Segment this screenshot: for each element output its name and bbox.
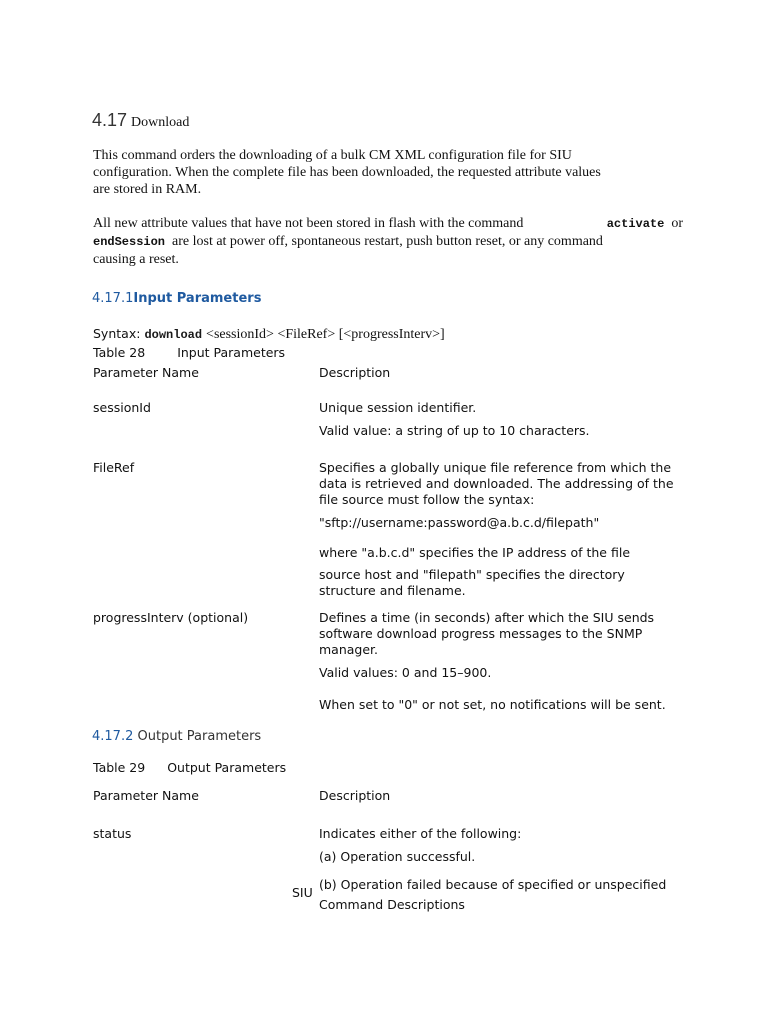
param-name-fileref: FileRef [93, 460, 135, 475]
intro-text: or [671, 216, 683, 231]
desc-line: Specifies a globally unique file reference from which the [319, 460, 672, 475]
syntax-command: download [144, 328, 203, 342]
param-desc-progressinterv [319, 610, 666, 713]
param-name-sessionid: sessionId [93, 400, 151, 415]
desc-line: Unique session identifier. [319, 400, 477, 415]
intro-paragraph-2 [93, 215, 683, 268]
syntax-line [93, 325, 445, 343]
param-desc-status [319, 826, 666, 893]
intro-line: are stored in RAM. [93, 182, 202, 197]
desc-line: Defines a time (in seconds) after which the SIU sends [319, 610, 655, 625]
subsection-number: 4.17.2 [92, 729, 134, 744]
intro-line: This command orders the downloading of a bulk CM XML configuration file for SIU [93, 148, 572, 163]
desc-line: Valid values: 0 and 15–900. [319, 665, 492, 680]
output-parameters-heading [92, 729, 261, 744]
subsection-number: 4.17.1 [92, 291, 134, 306]
intro-paragraph-1 [93, 147, 601, 198]
footer-left: SIU [292, 885, 313, 900]
table-28-col-desc: Description [319, 365, 391, 380]
subsection-title: Input Parameters [133, 291, 262, 306]
command-endsession: endSession [93, 235, 166, 249]
intro-line: configuration. When the complete file has been downloaded, the requested attribute values [93, 165, 601, 180]
syntax-label: Syntax: [93, 326, 141, 341]
param-desc-sessionid [319, 400, 590, 439]
desc-line: Indicates either of the following: [319, 826, 522, 841]
input-parameters-heading [92, 291, 261, 306]
command-activate: activate [606, 217, 665, 231]
table-28-col-name: Parameter Name [93, 365, 199, 380]
intro-text: All new attribute values that have not been stored in flash with the command [93, 216, 524, 231]
table-29-caption [93, 760, 286, 776]
syntax-arguments: <sessionId> <FileRef> [<progressInterv>] [206, 327, 445, 342]
table-28-caption [93, 345, 285, 361]
footer-right: Command Descriptions [319, 897, 465, 912]
intro-line [93, 233, 683, 251]
desc-line: file source must follow the syntax: [319, 492, 535, 507]
table-title: Input Parameters [177, 345, 286, 360]
param-name-status: status [93, 826, 132, 841]
desc-line: (a) Operation successful. [319, 849, 476, 864]
table-29-col-name: Parameter Name [93, 788, 199, 803]
desc-line: (b) Operation failed because of specified or unspecified [319, 877, 667, 892]
param-name-progressinterv: progressInterv (optional) [93, 610, 249, 625]
section-number: 4.17 [92, 110, 128, 130]
intro-line: causing a reset. [93, 252, 179, 267]
section-title: Download [131, 115, 190, 130]
desc-line: Valid value: a string of up to 10 characters. [319, 423, 590, 438]
table-label: Table 28 [93, 345, 146, 360]
desc-line: manager. [319, 642, 379, 657]
subsection-title: Output Parameters [137, 729, 262, 744]
desc-line: where "a.b.c.d" specifies the IP address of the file [319, 545, 631, 560]
table-label: Table 29 [93, 760, 146, 775]
desc-line: When set to "0" or not set, no notifications will be sent. [319, 697, 666, 712]
intro-line [93, 215, 683, 233]
table-title: Output Parameters [167, 760, 287, 775]
section-heading [92, 110, 189, 131]
desc-line: structure and filename. [319, 583, 466, 598]
table-29-col-desc: Description [319, 788, 391, 803]
param-desc-fileref [319, 460, 674, 599]
desc-line: "sftp://username:password@a.b.c.d/filepath" [319, 515, 600, 530]
desc-line: software download progress messages to the SNMP [319, 626, 643, 641]
intro-text: are lost at power off, spontaneous restart, push button reset, or any command [172, 234, 603, 249]
desc-line: data is retrieved and downloaded. The addressing of the [319, 476, 674, 491]
desc-line: source host and "filepath" specifies the directory [319, 567, 625, 582]
